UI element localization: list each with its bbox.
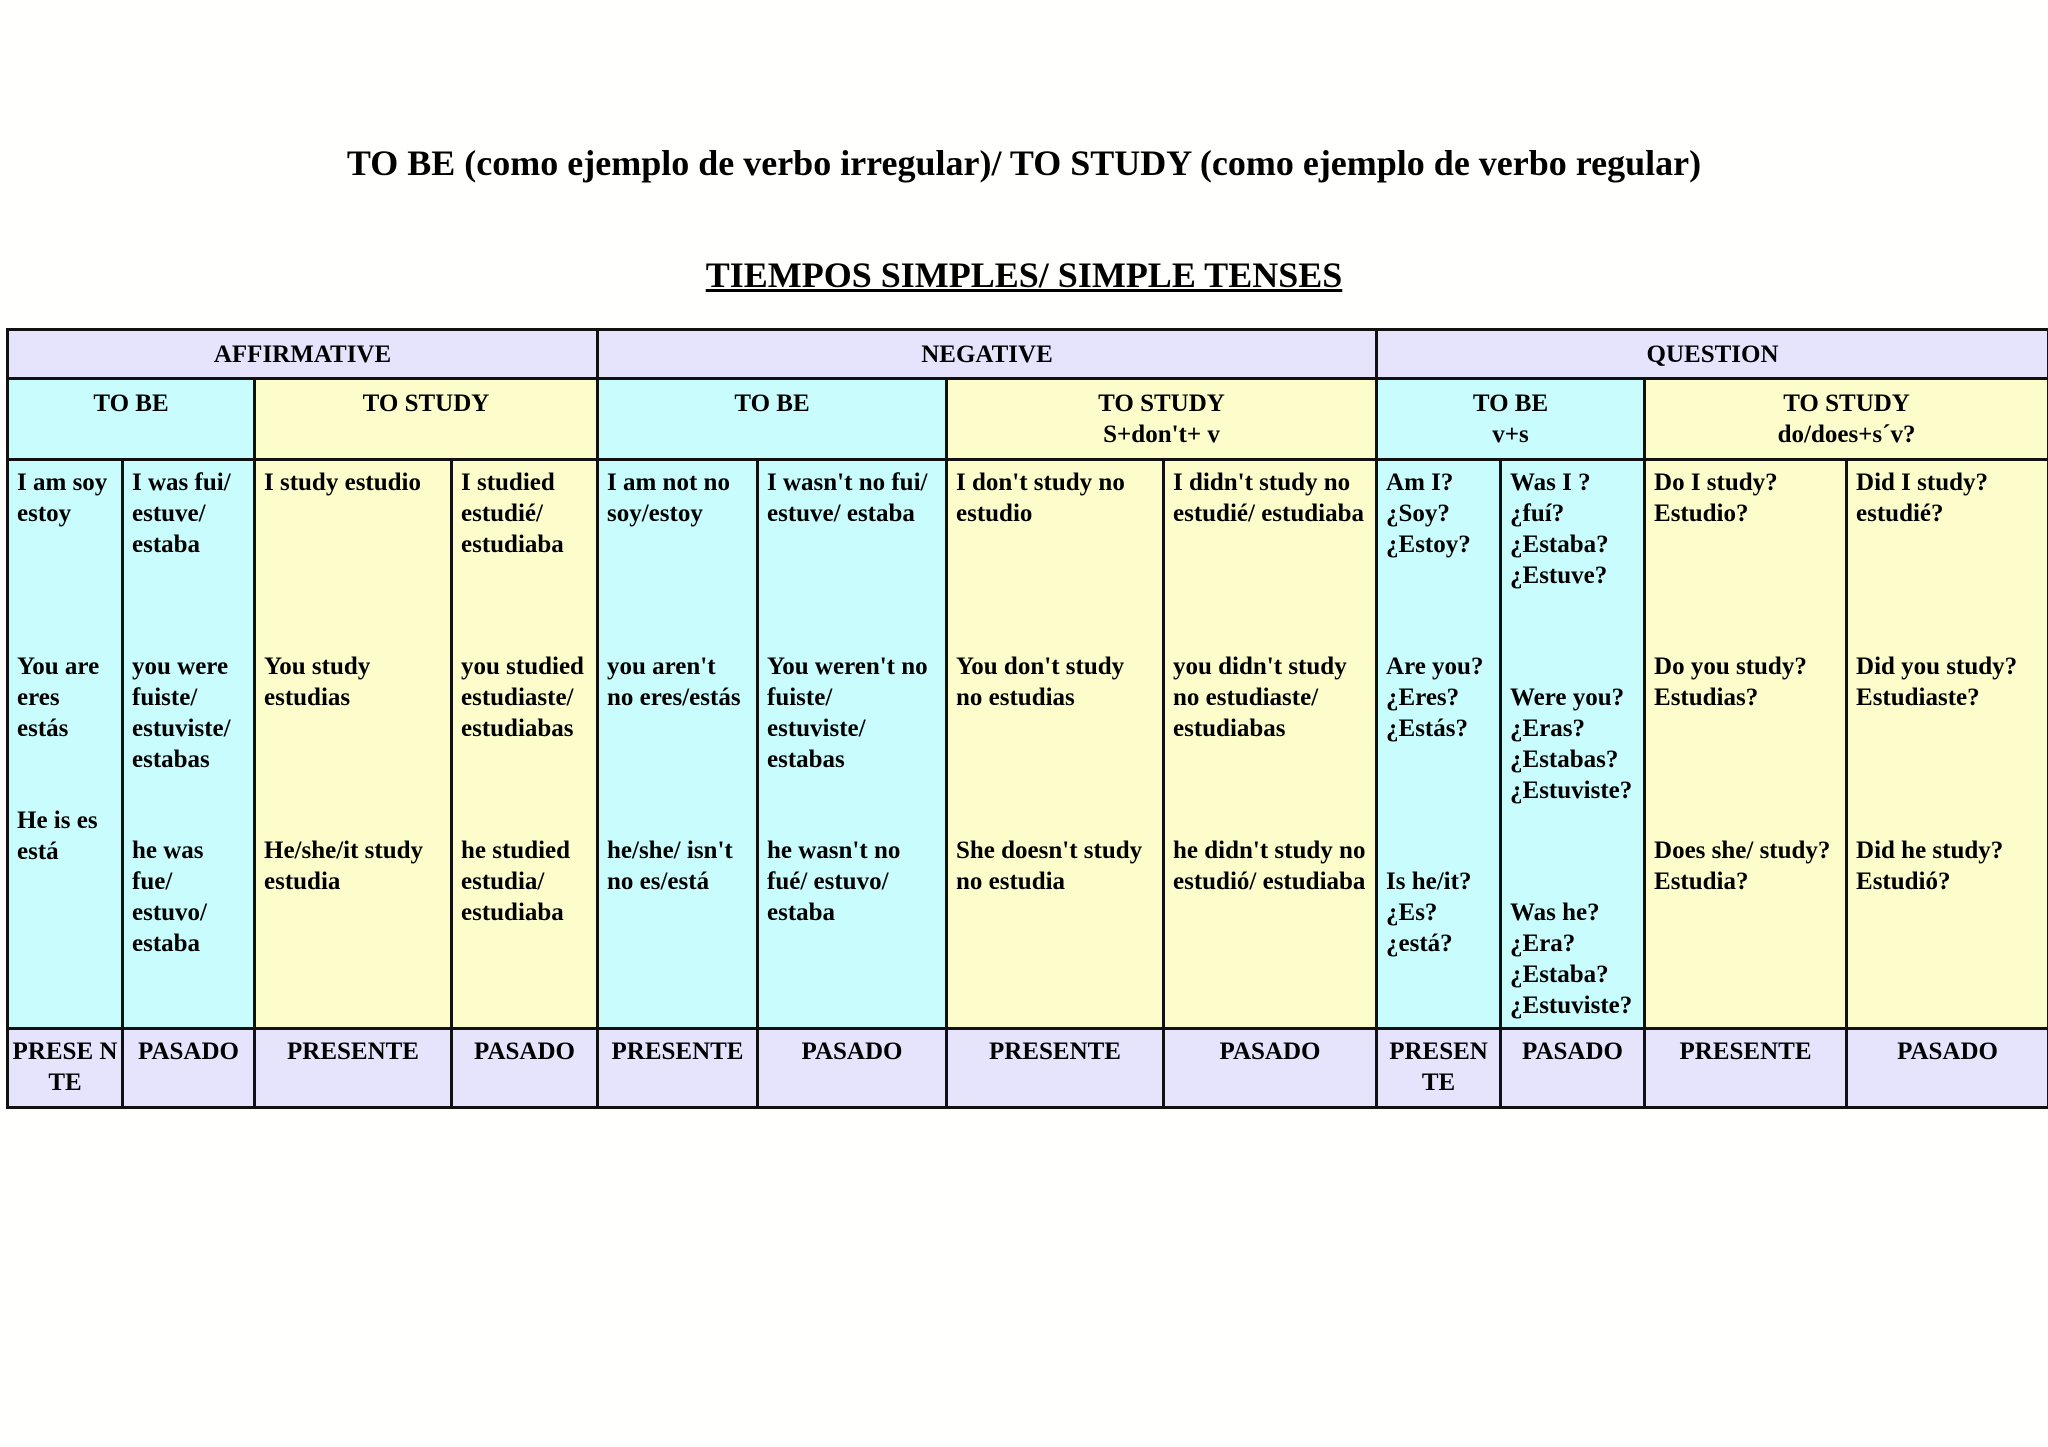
entry-block (767, 835, 937, 928)
entry-block (1386, 866, 1491, 959)
spanish-form: estaba (767, 899, 836, 926)
spanish-form: ¿Era? (1510, 930, 1576, 957)
spanish-form: ¿Eras? (1510, 715, 1586, 742)
spanish-form: fuiste/ (132, 684, 198, 711)
cell-question-study-pasado (1847, 460, 2048, 1029)
spanish-form: ¿Estabas? (1510, 746, 1619, 773)
verb-rule: S+don't+ v (1103, 421, 1220, 448)
tense-footer-row (8, 1029, 2048, 1108)
verb-header-question-to-study (1645, 379, 2048, 460)
spanish-form: no estudié/ (1173, 469, 1351, 527)
entry-block (1510, 897, 1635, 1021)
entry-block (1173, 835, 1367, 897)
verb-header-negative-to-study (947, 379, 1377, 460)
section-question: QUESTION (1377, 330, 2048, 379)
page-subtitle: TIEMPOS SIMPLES/ SIMPLE TENSES (705, 255, 1343, 295)
verb-label: TO STUDY (1098, 390, 1225, 417)
english-form: Did you study? (1856, 653, 2018, 680)
spanish-form: ¿está? (1386, 930, 1453, 957)
english-form: You don't study (956, 653, 1125, 680)
entry-block (956, 835, 1154, 897)
cell-negative-be-presente (598, 460, 758, 1029)
spanish-form: Estudio? (1654, 500, 1749, 527)
spanish-form: no es/está (607, 868, 710, 895)
entry-block (956, 467, 1154, 651)
cell-affirmative-study-pasado (452, 460, 598, 1029)
spanish-form: ¿Estuviste? (1510, 992, 1633, 1019)
tense-label: PRESE NTE (8, 1029, 123, 1108)
spanish-form: estudiaba (461, 899, 564, 926)
english-form: Are you? (1386, 653, 1484, 680)
spanish-form: ¿Es? (1386, 899, 1438, 926)
english-form: You study (264, 653, 371, 680)
entry-block (607, 651, 748, 835)
tense-label: PRESENTE (598, 1029, 758, 1108)
entry-block (1510, 682, 1635, 897)
verb-label: TO BE (1472, 390, 1549, 417)
english-form: Was I ? (1510, 469, 1591, 496)
verb-header-affirmative-to-study (255, 379, 598, 460)
spanish-form: eres (17, 684, 60, 711)
english-form: I studied (461, 469, 555, 496)
entry-block (1856, 467, 2039, 651)
spanish-form: estudiabas (1173, 715, 1286, 742)
cell-question-study-presente (1645, 460, 1847, 1029)
verb-header-negative-to-be (598, 379, 947, 460)
spanish-form: Estudiaste? (1856, 684, 1980, 711)
verb-label: TO STUDY (362, 390, 490, 417)
english-form: I am not (607, 469, 698, 496)
spanish-form: estudio (344, 469, 421, 496)
spanish-form: estoy (17, 500, 72, 527)
tense-label: PASADO (123, 1029, 255, 1108)
english-form: I didn't study (1173, 469, 1318, 496)
spanish-form: estabas (767, 746, 845, 773)
spanish-form: ¿Estoy? (1386, 531, 1471, 558)
english-form: you aren't (607, 653, 716, 680)
english-form: I was (132, 469, 189, 496)
spanish-form: ¿Estás? (1386, 715, 1468, 742)
english-form: I don't study (956, 469, 1093, 496)
english-form: he was (132, 837, 204, 864)
conjugation-table (6, 328, 2048, 1109)
english-form: you were (132, 653, 229, 680)
spanish-form: estuvo/ (813, 868, 889, 895)
verb-rule: v+s (1492, 421, 1529, 448)
english-form: I am (17, 469, 67, 496)
entry-block (1510, 467, 1635, 682)
verb-label: TO BE (734, 390, 810, 417)
spanish-form: estudiaste/ (461, 684, 574, 711)
tense-label: PRESEN TE (1377, 1029, 1501, 1108)
english-form: you studied (461, 653, 584, 680)
entry-block (264, 651, 442, 835)
entry-block (1173, 467, 1367, 651)
section-header-row (8, 330, 2048, 379)
english-form: She doesn't study (956, 837, 1143, 864)
spanish-form: no estudiaste/ (1173, 684, 1319, 711)
entry-block (17, 467, 113, 651)
cell-affirmative-study-presente (255, 460, 452, 1029)
cell-negative-study-pasado (1164, 460, 1377, 1029)
spanish-form: está (17, 838, 59, 865)
tense-label: PASADO (1847, 1029, 2048, 1108)
spanish-form: ¿Estuve? (1510, 562, 1608, 589)
cell-negative-study-presente (947, 460, 1164, 1029)
spanish-form: soy (72, 469, 108, 496)
spanish-form: estudiaba (1262, 868, 1366, 895)
entry-block (461, 467, 588, 651)
tense-label: PASADO (452, 1029, 598, 1108)
cell-question-be-pasado (1501, 460, 1645, 1029)
spanish-form: estás (17, 715, 69, 742)
spanish-form: estuve/ (767, 500, 841, 527)
entry-block (264, 835, 442, 897)
entry-block (132, 835, 245, 959)
spanish-form: estudiaba (1261, 500, 1365, 527)
english-form: I wasn't (767, 469, 853, 496)
spanish-form: ¿Estaba? (1510, 531, 1609, 558)
entry-block (264, 467, 442, 651)
spanish-form: fui/ (194, 469, 231, 496)
english-form: Did I study? (1856, 469, 1989, 496)
spanish-form: estaba (132, 930, 201, 957)
spanish-form: estuviste/ (767, 715, 866, 742)
spanish-form: no estudió/ (1173, 837, 1366, 895)
tense-label: PASADO (1501, 1029, 1645, 1108)
tense-label: PRESENTE (1645, 1029, 1847, 1108)
tense-label: PASADO (1164, 1029, 1377, 1108)
spanish-form: estudiaba (461, 531, 564, 558)
spanish-form: estabas (132, 746, 210, 773)
verb-header-affirmative-to-be (8, 379, 255, 460)
spanish-form: ¿fuí? (1510, 500, 1565, 527)
spanish-form: estuvo/ (132, 899, 207, 926)
verb-label: TO BE (93, 390, 169, 417)
spanish-form: ¿Eres? (1386, 684, 1460, 711)
conjugation-body-row (8, 460, 2048, 1029)
spanish-form: es (76, 807, 98, 834)
section-negative: NEGATIVE (598, 330, 1377, 379)
english-form: He is (17, 807, 71, 834)
spanish-form: fue/ (132, 868, 173, 895)
spanish-form: no fui/ (858, 469, 928, 496)
entry-block (1856, 835, 2039, 897)
english-form: You weren't (767, 653, 896, 680)
spanish-form: no eres/estás (607, 684, 741, 711)
entry-block (132, 467, 245, 651)
spanish-form: estaba (132, 531, 201, 558)
english-form: Do I study? (1654, 469, 1778, 496)
entry-block (1386, 467, 1491, 651)
english-form: Did he study? (1856, 837, 2004, 864)
cell-affirmative-be-pasado (123, 460, 255, 1029)
entry-block (767, 651, 937, 835)
spanish-form: estudié/ (461, 500, 543, 527)
entry-block (956, 651, 1154, 835)
spanish-form: ¿Soy? (1386, 500, 1450, 527)
spanish-form: Estudió? (1856, 868, 1951, 895)
tense-label: PASADO (758, 1029, 947, 1108)
verb-header-row (8, 379, 2048, 460)
spanish-form: estudié? (1856, 500, 1944, 527)
english-form: Was he? (1510, 899, 1600, 926)
spanish-form: estudiabas (461, 715, 574, 742)
verb-header-question-to-be (1377, 379, 1645, 460)
english-form: Does she/ study? (1654, 837, 1831, 864)
spanish-form: no soy/estoy (607, 469, 730, 527)
english-form: He/she/it study (264, 837, 424, 864)
spanish-form: no fué/ (767, 837, 901, 895)
entry-block (461, 651, 588, 835)
cell-negative-be-pasado (758, 460, 947, 1029)
cell-affirmative-be-presente (8, 460, 123, 1029)
tense-label: PRESENTE (255, 1029, 452, 1108)
english-form: Do you study? (1654, 653, 1807, 680)
entry-block (767, 467, 937, 651)
english-form: Were you? (1510, 684, 1625, 711)
spanish-form: no estudia (956, 868, 1066, 895)
entry-block (1654, 835, 1837, 897)
entry-block (1173, 651, 1367, 835)
cell-question-be-presente (1377, 460, 1501, 1029)
english-form: he didn't study (1173, 837, 1333, 864)
verb-label: TO STUDY (1783, 390, 1910, 417)
spanish-form: no estudio (956, 469, 1125, 527)
spanish-form: estuve/ (132, 500, 206, 527)
english-form: he studied (461, 837, 571, 864)
spanish-form: estudia/ (461, 868, 545, 895)
english-form: you didn't study (1173, 653, 1347, 680)
verb-rule: do/does+s´v? (1777, 421, 1916, 448)
entry-block (17, 805, 113, 867)
spanish-form: estudia (264, 868, 341, 895)
spanish-form: estaba (846, 500, 915, 527)
entry-block (607, 467, 748, 651)
entry-block (132, 651, 245, 835)
english-form: Am I? (1386, 469, 1454, 496)
spanish-form: ¿Estaba? (1510, 961, 1609, 988)
spanish-form: no fuiste/ (767, 653, 928, 711)
spanish-form: Estudias? (1654, 684, 1759, 711)
english-form: he/she/ isn't (607, 837, 733, 864)
spanish-form: ¿Estuviste? (1510, 777, 1633, 804)
spanish-form: no estudias (956, 684, 1075, 711)
english-form: I study (264, 469, 339, 496)
spanish-form: estuviste/ (132, 715, 231, 742)
english-form: You are (17, 653, 100, 680)
entry-block (461, 835, 588, 928)
entry-block (1386, 651, 1491, 866)
section-affirmative: AFFIRMATIVE (8, 330, 598, 379)
entry-block (1856, 651, 2039, 835)
spanish-form: Estudia? (1654, 868, 1749, 895)
tense-label: PRESENTE (947, 1029, 1164, 1108)
english-form: he wasn't (767, 837, 868, 864)
entry-block (1654, 651, 1837, 835)
page-title: TO BE (como ejemplo de verbo irregular)/ TO STUDY (como ejemplo de verbo regular) (346, 143, 1702, 183)
entry-block (1654, 467, 1837, 651)
entry-block (607, 835, 748, 897)
entry-block (17, 651, 113, 805)
english-form: Is he/it? (1386, 868, 1472, 895)
spanish-form: estudias (264, 684, 351, 711)
